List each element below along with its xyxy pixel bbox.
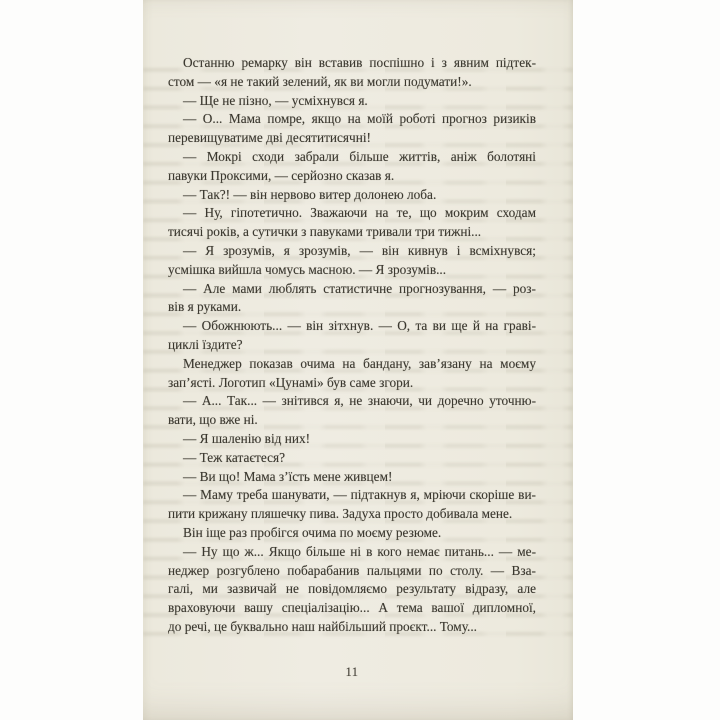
paragraph — [168, 355, 536, 393]
text-line: — Ви що! Мама з’їсть мене живцем! — [183, 468, 393, 484]
text-line: до речі, це буквально наш найбільший проєкт... Тому... — [168, 618, 478, 634]
paragraph — [168, 317, 536, 355]
text-line: — Обожнюють... — він зітхнув. — О, та ви ще й на граві- — [183, 318, 536, 334]
page-number: 11 — [345, 665, 359, 679]
paragraph — [168, 449, 536, 468]
text-line: — Теж катаєтеся? — [183, 449, 286, 465]
text-line: Менеджер показав очима на бандану, зав’язану на моєму — [183, 355, 536, 371]
book-page — [143, 0, 573, 720]
text-line: вати, що вже ні. — [168, 412, 258, 428]
text-line: стом — «я не такий зелений, як ви могли подумати!». — [168, 73, 472, 89]
text-line: неджер розгублено побарабанив пальцями по столу. — Вза- — [168, 562, 536, 578]
paragraph — [168, 92, 536, 111]
text-line: усмішка вийшла чомусь масною. — Я зрозумів... — [168, 261, 447, 277]
text-line: — Я шаленію від них! — [183, 430, 311, 446]
paragraph — [168, 110, 536, 148]
text-line: павуки Проксими, — серйозно сказав я. — [168, 167, 395, 183]
paragraph — [168, 430, 536, 449]
text-line: тисячі років, а сутички з павуками тривали три тижні... — [168, 224, 482, 240]
text-line: циклі їздите? — [168, 336, 243, 352]
text-line: — Так?! — він нервово витер долонею лоба. — [183, 186, 437, 202]
paragraph — [168, 204, 536, 242]
text-line: перевищуватиме дві десятитисячні! — [168, 130, 371, 146]
paragraph — [168, 242, 536, 280]
paragraph — [168, 486, 536, 524]
paragraph — [168, 543, 536, 637]
text-line: пити крижану пляшечку пива. Задуха просто добивала мене. — [168, 506, 513, 522]
paragraph — [168, 280, 536, 318]
text-line: — Я зрозумів, я зрозумів, — він кивнув і всміхнувся; — [183, 242, 536, 258]
text-line: — Маму треба шанувати, — підтакнув я, мріючи скоріше ви- — [183, 487, 536, 503]
text-line: враховуючи вашу спеціалізацію... А тема вашої дипломної, — [168, 600, 536, 616]
text-line: Останню ремарку він вставив поспішно і з явним підтек- — [183, 55, 536, 70]
text-line: — А... Так... — знітився я, не знаючи, чи доречно уточню- — [183, 393, 536, 409]
text-line: Він іще раз пробігся очима по моєму резюме. — [183, 524, 442, 540]
text-line: — Мокрі сходи забрали більше життів, аніж болотяні — [183, 148, 536, 164]
text-line: галі, ми зазвичай не повідомляємо результату відразу, але — [168, 581, 536, 597]
text-line: — Але мами люблять статистичне прогнозування, — роз- — [183, 280, 536, 296]
text-line: — Ну, гіпотетично. Зважаючи на те, що мокрим сходам — [183, 205, 536, 221]
text-line: — Ну що ж... Якщо більше ні в кого немає питань... — ме- — [183, 543, 536, 559]
paragraph — [168, 392, 536, 430]
text-line: — О... Мама помре, якщо на моїй роботі прогноз ризиків — [183, 111, 536, 127]
text-line: зап’ясті. Логотип «Цунамі» був саме згори. — [168, 374, 414, 390]
paragraph — [168, 524, 536, 543]
page-text-column — [168, 54, 536, 637]
paragraph — [168, 148, 536, 186]
text-line: — Ще не пізно, — усміхнувся я. — [183, 92, 368, 108]
paragraph — [168, 186, 536, 205]
paragraph — [168, 54, 536, 92]
paragraph — [168, 468, 536, 487]
text-line: вів я руками. — [168, 299, 242, 315]
